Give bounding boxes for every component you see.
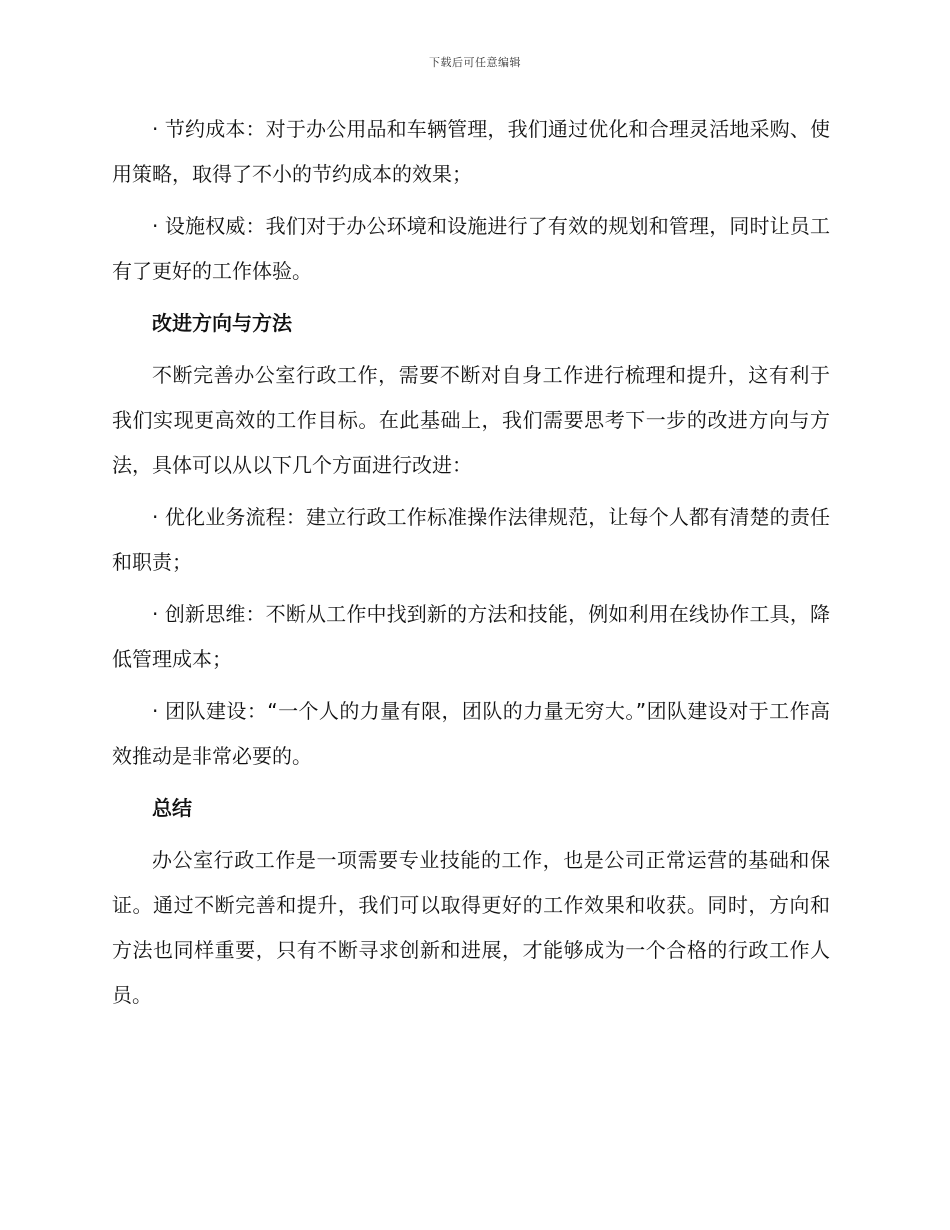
section-heading-improvement: 改进方向与方法 bbox=[152, 311, 292, 335]
bullet-team-building: · 团队建设：“一个人的力量有限，团队的力量无穷大。”团队建设对于工作高效推动是非常必要的。 bbox=[112, 699, 830, 768]
bullet-facility-authority: · 设施权威：我们对于办公环境和设施进行了有效的规划和管理，同时让员工有了更好的工作体验。 bbox=[112, 214, 830, 283]
bullet-cost-saving: · 节约成本：对于办公用品和车辆管理，我们通过优化和合理灵活地采购、使用策略，取得了不小的节约成本的效果； bbox=[112, 117, 830, 186]
page-header: 下载后可任意编辑 bbox=[429, 56, 521, 69]
section-heading-summary: 总结 bbox=[152, 796, 192, 820]
paragraph-improvement-intro: 不断完善办公室行政工作，需要不断对自身工作进行梳理和提升，这有利于我们实现更高效的工作目标。在此基础上，我们需要思考下一步的改进方向与方法，具体可以从以下几个方面进行改进： bbox=[112, 363, 830, 477]
bullet-optimize-process: · 优化业务流程：建立行政工作标准操作法律规范，让每个人都有清楚的责任和职责； bbox=[112, 505, 830, 574]
bullet-innovation: · 创新思维：不断从工作中找到新的方法和技能，例如利用在线协作工具，降低管理成本； bbox=[112, 602, 830, 671]
document-body bbox=[112, 107, 830, 1025]
paragraph-summary: 办公室行政工作是一项需要专业技能的工作，也是公司正常运营的基础和保证。通过不断完善和提升，我们可以取得更好的工作效果和收获。同时，方向和方法也同样重要，只有不断寻求创新和进展，才能够成为一个合格的行政工作人员。 bbox=[112, 848, 830, 1007]
